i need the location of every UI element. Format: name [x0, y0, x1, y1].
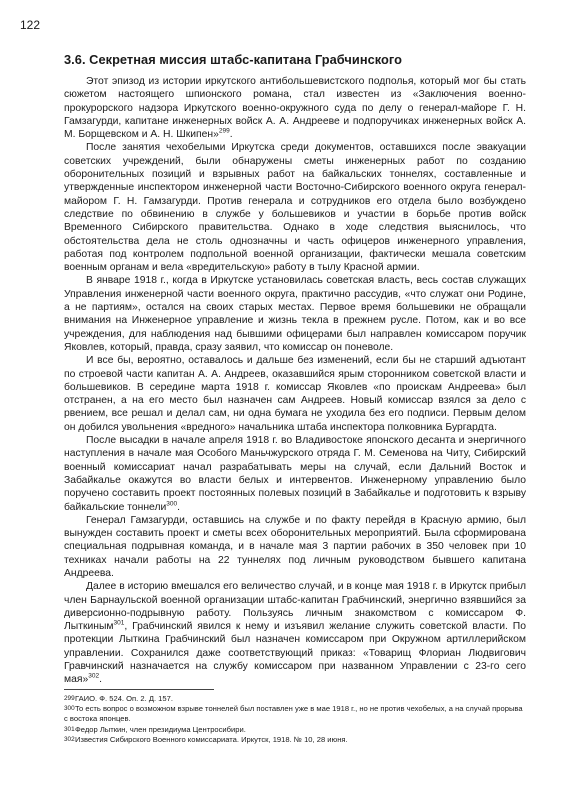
paragraph: Далее в историю вмешался его величество случай, и в конце мая 1918 г. в Иркутск прибыл член Барнаульской военной организации штабс-капитан Грабчинский, энергично взявшийся за диверсионно-подрывную работу. Пользуясь личным знакомством с комиссаром Ф. Лыткиным$^{301}$, Грабчинский явился к нему и изъявил желание служить советской власти. По протекции Лыткина Грабчинский был назначен комиссаром при Окружном артиллерийском управлении. Сохранился даже соответствующий приказ: «Товарищ Флориан Людвигович Гравчинский назначается на службу комиссаром при названном Управлении с 23-го сего мая»$^{302}$.: [64, 581, 526, 686]
footnote-text: Известия Сибирского Военного комиссариата. Иркутск, 1918. № 10, 28 июня.: [75, 734, 348, 744]
page-number: 122: [20, 18, 41, 32]
paragraph: Этот эпизод из истории иркутского антибольшевистского подполья, который мог бы стать сюжетом настоящего шпионского романа, стал известен из «Заключения военно-прокурорского надзора Иркутского военно-окружного суда по делу о генерал-майоре Г. Н. Гамзагурди, капитане инженерных войск А. А. Андрееве и подпоручиках инженерных войск А. М. Борщевском и А. Н. Шкипен»$^{299}$.: [64, 76, 526, 141]
footnote-number: 301: [64, 725, 75, 733]
footnote-number: 299: [64, 695, 75, 702]
footnote: [64, 704, 526, 724]
footnote-ref[interactable]: 300: [166, 500, 178, 508]
paragraph: В январе 1918 г., когда в Иркутске установилась советская власть, весь состав служащих Управления инженерной части военного округа, практично рассудив, «что служат они Родине, а не партиям», остался на своих старых местах. Первое время большевики не обращали внимания на Инженерное управление и жизнь текла в прежнем русле. Потом, как и во все учреждения, для наблюдения над бывшими офицерами был направлен комиссаром поручик Яковлев, который, правда, сразу заявил, что комиссар он поневоле.: [64, 275, 526, 353]
footnote-ref[interactable]: 299: [218, 127, 230, 135]
footnote-number: 302: [64, 735, 75, 743]
footnote: [64, 735, 526, 745]
footnote-divider: [64, 689, 214, 690]
paragraph: После высадки в начале апреля 1918 г. во Владивостоке японского десанта и энергичного наступления в начале мая Особого Маньчжурского отряда Г. М. Семенова на Читу, Сибирский военный комиссариат начал разрабатывать меры на случай, если Дальний Восток и Забайкалье окажутся во власти белых и интервентов. Инженерному управлению было поручено составить проект постоянных полевых позиций в Забайкалье и подготовить к взрыву байкальские тоннели$^{300}$.: [64, 435, 526, 513]
paragraph: После занятия чехобелыми Иркутска среди документов, оставшихся после эвакуации советских учреждений, были обнаружены сметы инженерных работ по созданию оборонительных позиций и взрывных работ на байкальских тоннелях, составленные и утвержденные инспектором инженерной части Восточно-Сибирского военного округа генерал-майором Г. Н. Гамзагурди. Против генерала и сотрудников его отдела было возбуждено следствие по обвинению в службе у большевиков и участии в борьбе против войск Временного Сибирского правительства. Однако в ходе следствия выяснилось, что обстоятельства дела не столь однозначны и часть офицеров инженерного управления, работая под контролем подпольной военной организации, фактически мешала советским военным органам и вела «вредительскую» работу в тылу Красной армии.: [64, 142, 526, 274]
footnote-ref[interactable]: 302: [88, 672, 100, 680]
footnote-text: Федор Лыткин, член президиума Центросибири.: [75, 724, 246, 734]
footnotes: [64, 694, 526, 745]
footnote-number: 300: [64, 705, 75, 713]
paragraph: И все бы, вероятно, оставалось и дальше без изменений, если бы не старший адъютант по строевой части капитан А. А. Андреев, оказавшийся ярым сторонником советской власти и большевиков. В середине марта 1918 г. комиссар Яковлев «по проискам Андреева» был отстранен, а на его место был назначен сам Андреев. Новый комиссар взялся за дело с рвением, все решал и делал сам, ни одна бумага не уходила без его подписи. Первым делом он добился увольнения «вредного» начальника штаба инспектора полковника Бургардта.: [64, 355, 526, 433]
paragraph: Генерал Гамзагурди, оставшись на службе и по факту перейдя в Красную армию, был вынужден составить проект и сметы всех оборонительных мероприятий. Была сформирована специальная подрывная команда, и в начале мая 3 партии рабочих в 350 человек при 10 техниках начали работы на 22 туннелях под личным руководством бывшего капитана Андреева.: [64, 514, 526, 579]
footnote-text: ГАИО. Ф. 524. Оп. 2. Д. 157.: [75, 694, 173, 703]
footnote: [64, 694, 526, 704]
footnote-ref[interactable]: 301: [113, 619, 125, 627]
main-content: [64, 52, 526, 687]
section-title: 3.6. Секретная миссия штабс-капитана Грабчинского: [64, 52, 402, 67]
footnote: [64, 725, 526, 735]
body-text: [64, 75, 526, 687]
footnote-text: То есть вопрос о возможном взрыве тоннелей был поставлен уже в мае 1918 г., но не против чехобелых, а на случай прорыва с востока японцев.: [64, 704, 523, 724]
